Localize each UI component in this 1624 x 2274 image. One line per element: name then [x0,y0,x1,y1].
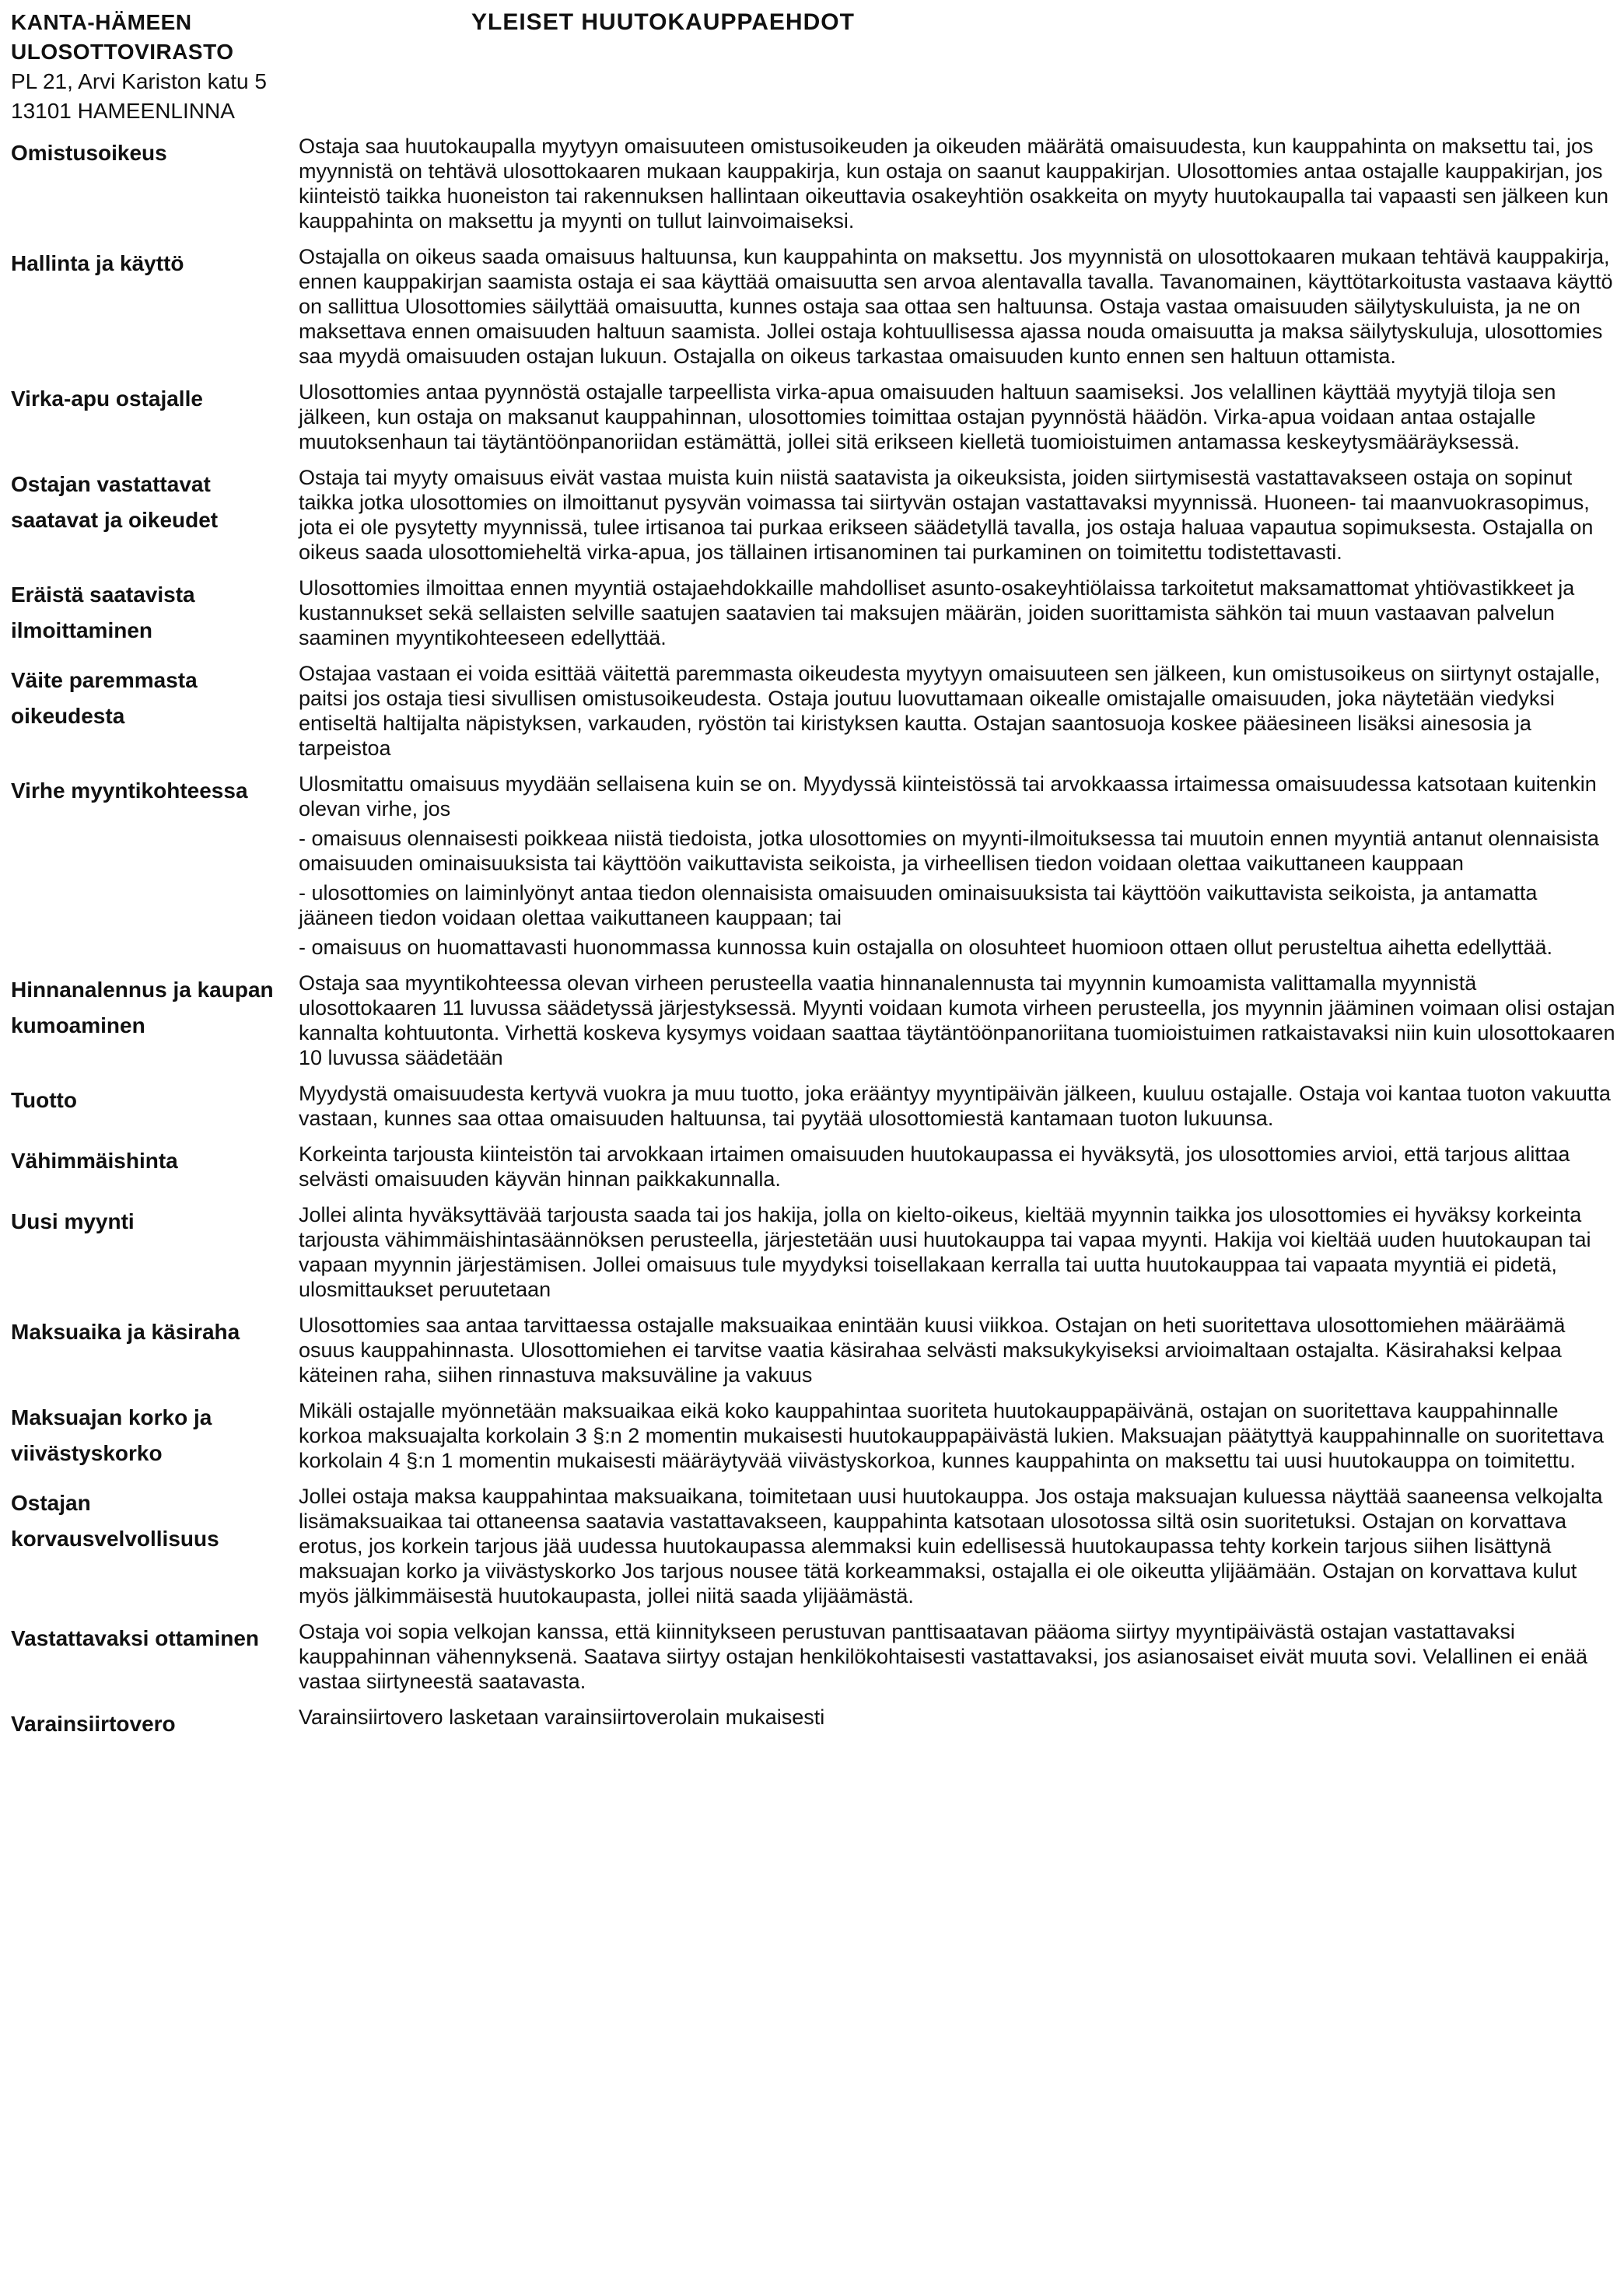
section-label: Vähimmäishinta [11,1149,178,1173]
section-label: Virka-apu ostajalle [11,387,203,411]
section-body [299,380,1616,459]
section-paragraph: Ostaja tai myyty omaisuus eivät vastaa muista kuin niistä saatavista ja oikeuksista, joiden siirtymisestä vastattavakseen ostaja on sopinut taikka jotka ulosottomies on ilmoittanut pysyvän voimassa tai siirtyvän ostajan vastattavaksi myynnissä. Huoneen- tai maanvuokrasopimus, jota ei ole pysytetty myynnissä, tulee irtisanoa tai purkaa erikseen säädetyllä tavalla, jos ostaja haluaa vapautua sopimuksesta. Ostajalla on oikeus saada ulosottomieheltä virka-apua, jos tällainen irtisanominen tai purkaminen on toimitettu todistettavasti. [299,466,1594,564]
terms-section [11,1398,1616,1478]
section-body [299,971,1616,1075]
section-paragraph: Varainsiirtovero lasketaan varainsiirtoverolain mukaisesti [299,1706,825,1729]
terms-section [11,1202,1616,1307]
section-paragraph: - ulosottomies on laiminlyönyt antaa tiedon olennaisista omaisuuden ominaisuuksista tai käyttöön vaikuttavista seikoista, ja antamatta jääneen tiedon voidaan olettaa vaikuttaneen kauppaan; tai [299,881,1538,929]
terms-section [11,1619,1616,1699]
terms-section [11,380,1616,459]
section-label: Maksuajan korko ja viivästyskorko [11,1405,212,1465]
section-paragraph: Jollei ostaja maksa kauppahintaa maksuaikana, toimitetaan uusi huutokauppa. Jos ostaja maksuajan kuluessa näyttää saaneensa velkojalta lisämaksuaikaa tai ottaneensa saatavia vastattavakseen, kauppahinta katsotaan ulosotossa siltä osin suoritetuksi. Ostajan on korvattava erotus, jos korkein tarjous jää uudessa huutokaupassa alemmaksi kuin edellisessä huutokaupassa tehty korkein tarjous siihen lisättynä maksuajan korko ja viivästyskorko Jos tarjous nousee tätä korkeammaksi, ostajalla ei ole oikeutta ylijäämään. Ostajan on korvattava kulut myös jälkimmäisestä huutokaupasta, jollei niitä saada ylijäämästä. [299,1485,1603,1608]
section-paragraph: Ostajaa vastaan ei voida esittää väitettä paremmasta oikeudesta myytyyn omaisuuteen sen jälkeen, kun omistusoikeus on siirtynyt ostajalle, paitsi jos ostaja tiesi sivullisen omistusoikeudesta. Ostaja joutuu luovuttamaan oikealle omistajalle omaisuuden, joka näytetään viedyksi entiseltä haltijalta näpistyksen, varkauden, ryöstön tai kiristyksen kautta. Ostajan saantosuoja koskee pääesineen lisäksi ainesosia ja tarpeistoa [299,662,1601,760]
terms-section [11,1705,1616,1742]
section-body [299,1313,1616,1392]
section-body [299,1202,1616,1307]
section-paragraph: - omaisuus olennaisesti poikkeaa niistä tiedoista, jotka ulosottomies on myynti-ilmoituksessa tai muutoin ennen myyntiä antanut olennaisista omaisuuden ominaisuuksista tai käyttöön vaikuttavista seikoista, ja virheellisen tiedon voidaan olettaa vaikuttaneen kauppaan [299,827,1599,875]
section-paragraph: Korkeinta tarjousta kiinteistön tai arvokkaan irtaimen omaisuuden huutokaupassa ei hyväksytä, jos ulosottomies arvioi, että tarjous alittaa selvästi omaisuuden käyvän hinnan paikkakunnalla. [299,1142,1570,1191]
section-label: Uusi myynti [11,1209,135,1233]
section-paragraph: Mikäli ostajalle myönnetään maksuaikaa eikä koko kauppahintaa suoriteta huutokauppapäivänä, ostajan on suoritettava kauppahinnalle korkoa maksuajalta korkolain 3 §:n 2 momentin mukaisesti huutokauppapäivästä lukien. Maksuajan päätyttyä kauppahinnalle on suoritettava korkolain 4 §:n 1 momentin mukaisesti määräytyvää viivästyskorkoa, kunnes kauppahinta on maksettu tai uusi huutokauppa on toimitettu. [299,1399,1604,1472]
section-paragraph: Ulosmitattu omaisuus myydään sellaisena kuin se on. Myydyssä kiinteistössä tai arvokkaassa irtaimessa omaisuudessa katsotaan kuitenkin olevan virhe, jos [299,772,1597,820]
terms-section [11,1484,1616,1613]
office-address: PL 21, Arvi Kariston katu 5 [11,69,267,93]
section-body [299,771,1616,964]
terms-section [11,244,1616,373]
office-block [11,8,267,126]
section-body [299,244,1616,373]
terms-sections [11,134,1616,1748]
section-paragraph: Ulosottomies ilmoittaa ennen myyntiä ostajaehdokkaille mahdolliset asunto-osakeyhtiölaissa tarkoitetut maksamattomat yhtiövastikkeet ja kustannukset sekä sellaisten selville saatujen saatavien tai maksujen määrän, joiden suorittamista sähkön tai muun vastaavan palvelun saaminen myyntikohteeseen edellyttää. [299,576,1575,649]
terms-section [11,1313,1616,1392]
section-label: Ostajan korvausvelvollisuus [11,1491,219,1551]
section-label: Hallinta ja käyttö [11,251,184,275]
terms-section [11,1142,1616,1196]
terms-section [11,971,1616,1075]
section-label: Väite paremmasta oikeudesta [11,668,198,728]
section-paragraph: Ulosottomies antaa pyynnöstä ostajalle tarpeellista virka-apua omaisuuden haltuun saamiseksi. Jos velallinen käyttää myytyjä tiloja sen jälkeen, kun ostaja on maksanut kauppahinnan, ulosottomies toimittaa ostajan pyynnöstä häädön. Virka-apua voidaan antaa ostajalle muutoksenhaun tai täytäntöönpanoriidan estämättä, jollei sitä erikseen kielletä tuomioistuimen antamassa keskeytysmääräyksessä. [299,380,1556,453]
section-label: Hinnanalennus ja kaupan kumoaminen [11,978,274,1037]
section-body [299,1398,1616,1478]
section-paragraph: Ostaja saa huutokaupalla myytyyn omaisuuteen omistusoikeuden ja oikeuden määrätä omaisuudesta, kun kauppahinta on maksettu tai, jos myynnistä on tehtävä ulosottokaaren mukaan kauppakirja, kun ostaja on saanut kauppakirjan. Ulosottomies antaa ostajalle kauppakirjan, jos kiinteistö taikka huoneiston tai rakennuksen hallintaan oikeuttavia osakeyhtiön osakkeita on myyty huutokaupalla tai vapaasti sen jälkeen kun kauppahinta on maksettu ja myynti on tullut lainvoimaiseksi. [299,135,1609,233]
section-body [299,1142,1616,1196]
section-paragraph: Myydystä omaisuudesta kertyvä vuokra ja muu tuotto, joka erääntyy myyntipäivän jälkeen, kuuluu ostajalle. Ostaja voi kantaa tuoton vakuutta vastaan, kunnes saa ottaa omaisuuden haltuunsa, tai pyytää ulosottomiestä kantamaan tuoton lukuunsa. [299,1082,1611,1130]
section-paragraph: Ostaja voi sopia velkojan kanssa, että kiinnitykseen perustuvan panttisaatavan pääoma siirtyy myyntipäivästä ostajan vastattavaksi kauppahinnan vähennyksenä. Saatava siirtyy ostajan henkilökohtaisesti vastattavaksi, jos asianosaiset eivät muuta sovi. Velallinen ei enää vastaa siirtyneestä saatavasta. [299,1620,1588,1693]
section-paragraph: Ostaja saa myyntikohteessa olevan virheen perusteella vaatia hinnanalennusta tai myynnin kumoamista valittamalla myynnistä ulosottokaaren 11 luvussa säädetyssä järjestyksessä. Myynti voidaan kumota virheen perusteella, jos myynnin jääminen voimaan olisi ostajan kannalta kohtuutonta. Virhettä koskeva kysymys voidaan saattaa täytäntöönpanoriitana tuomioistuimen ratkaistavaksi niin kuin ulosottokaaren 10 luvussa säädetään [299,971,1615,1069]
section-body [299,661,1616,765]
section-paragraph: Jollei alinta hyväksyttävää tarjousta saada tai jos hakija, jolla on kielto-oikeus, kieltää myynnin taikka jos ulosottomies ei hyväksy korkeinta tarjousta vähimmäishintasäännöksen perusteella, järjestetään uusi huutokauppa tai vapaa myynti. Hakija voi kieltää uuden huutokaupan tai vapaan myynnin järjestämisen. Jollei omaisuus tule myydyksi toisellakaan kerralla tai uutta huutokauppaa tai vapaata myyntiä ei pidetä, ulosmittaukset peruutetaan [299,1203,1591,1301]
terms-section [11,134,1616,238]
section-body [299,465,1616,569]
section-body [299,575,1616,655]
section-body [299,1484,1616,1613]
section-label: Ostajan vastattavat saatavat ja oikeudet [11,472,219,532]
section-body [299,1081,1616,1135]
section-label: Virhe myyntikohteessa [11,778,248,803]
document-title: YLEISET HUUTOKAUPPAEHDOT [471,9,855,35]
section-label: Omistusoikeus [11,141,167,165]
section-label: Maksuaika ja käsiraha [11,1320,240,1344]
section-paragraph: - omaisuus on huomattavasti huonommassa kunnossa kuin ostajalla on olosuhteet huomioon ottaen ollut perusteltua aihetta edellyttää. [299,936,1553,959]
section-body [299,134,1616,238]
section-body [299,1705,1616,1742]
terms-section [11,771,1616,964]
section-paragraph: Ulosottomies saa antaa tarvittaessa ostajalle maksuaikaa enintään kuusi viikkoa. Ostajan on heti suoritettava ulosottomiehen määräämä osuus kauppahinnasta. Ulosottomiehen ei tarvitse vaatia käsirahaa selvästi maksukykyiseksi arvioimaltaan ostajalta. Käsirahaksi kelpaa käteinen raha, siihen rinnastuva maksuväline ja vakuus [299,1314,1566,1387]
section-label: Tuotto [11,1088,77,1112]
terms-section [11,575,1616,655]
section-paragraph: Ostajalla on oikeus saada omaisuus haltuunsa, kun kauppahinta on maksettu. Jos myynnistä on ulosottokaaren mukaan tehtävä kauppakirja, ennen kauppakirjan saamista ostaja ei saa käyttää omaisuutta sen arvoa alentavalla tavalla. Tavanomainen, käyttötarkoitusta vastaava käyttö on sallittua Ulosottomies säilyttää omaisuutta, kunnes ostaja saa ottaa sen haltuunsa. Ostaja vastaa omaisuuden säilytyskuluista, ja ne on maksettava ennen omaisuuden haltuun saamista. Jollei ostaja kohtuullisessa ajassa nouda omaisuutta ja maksa säilytyskuluja, ulosottomies saa myydä omaisuuden ostajan lukuun. Ostajalla on oikeus tarkastaa omaisuuden kunto ennen sen haltuun ottamista. [299,245,1613,368]
office-name-line1: KANTA-HÄMEEN [11,10,192,34]
terms-section [11,661,1616,765]
section-label: Varainsiirtovero [11,1712,176,1736]
section-label: Eräistä saatavista ilmoittaminen [11,582,195,642]
office-postal: 13101 HAMEENLINNA [11,99,235,123]
terms-section [11,1081,1616,1135]
office-name-line2: ULOSOTTOVIRASTO [11,40,234,64]
section-body [299,1619,1616,1699]
section-label: Vastattavaksi ottaminen [11,1626,260,1650]
terms-section [11,465,1616,569]
